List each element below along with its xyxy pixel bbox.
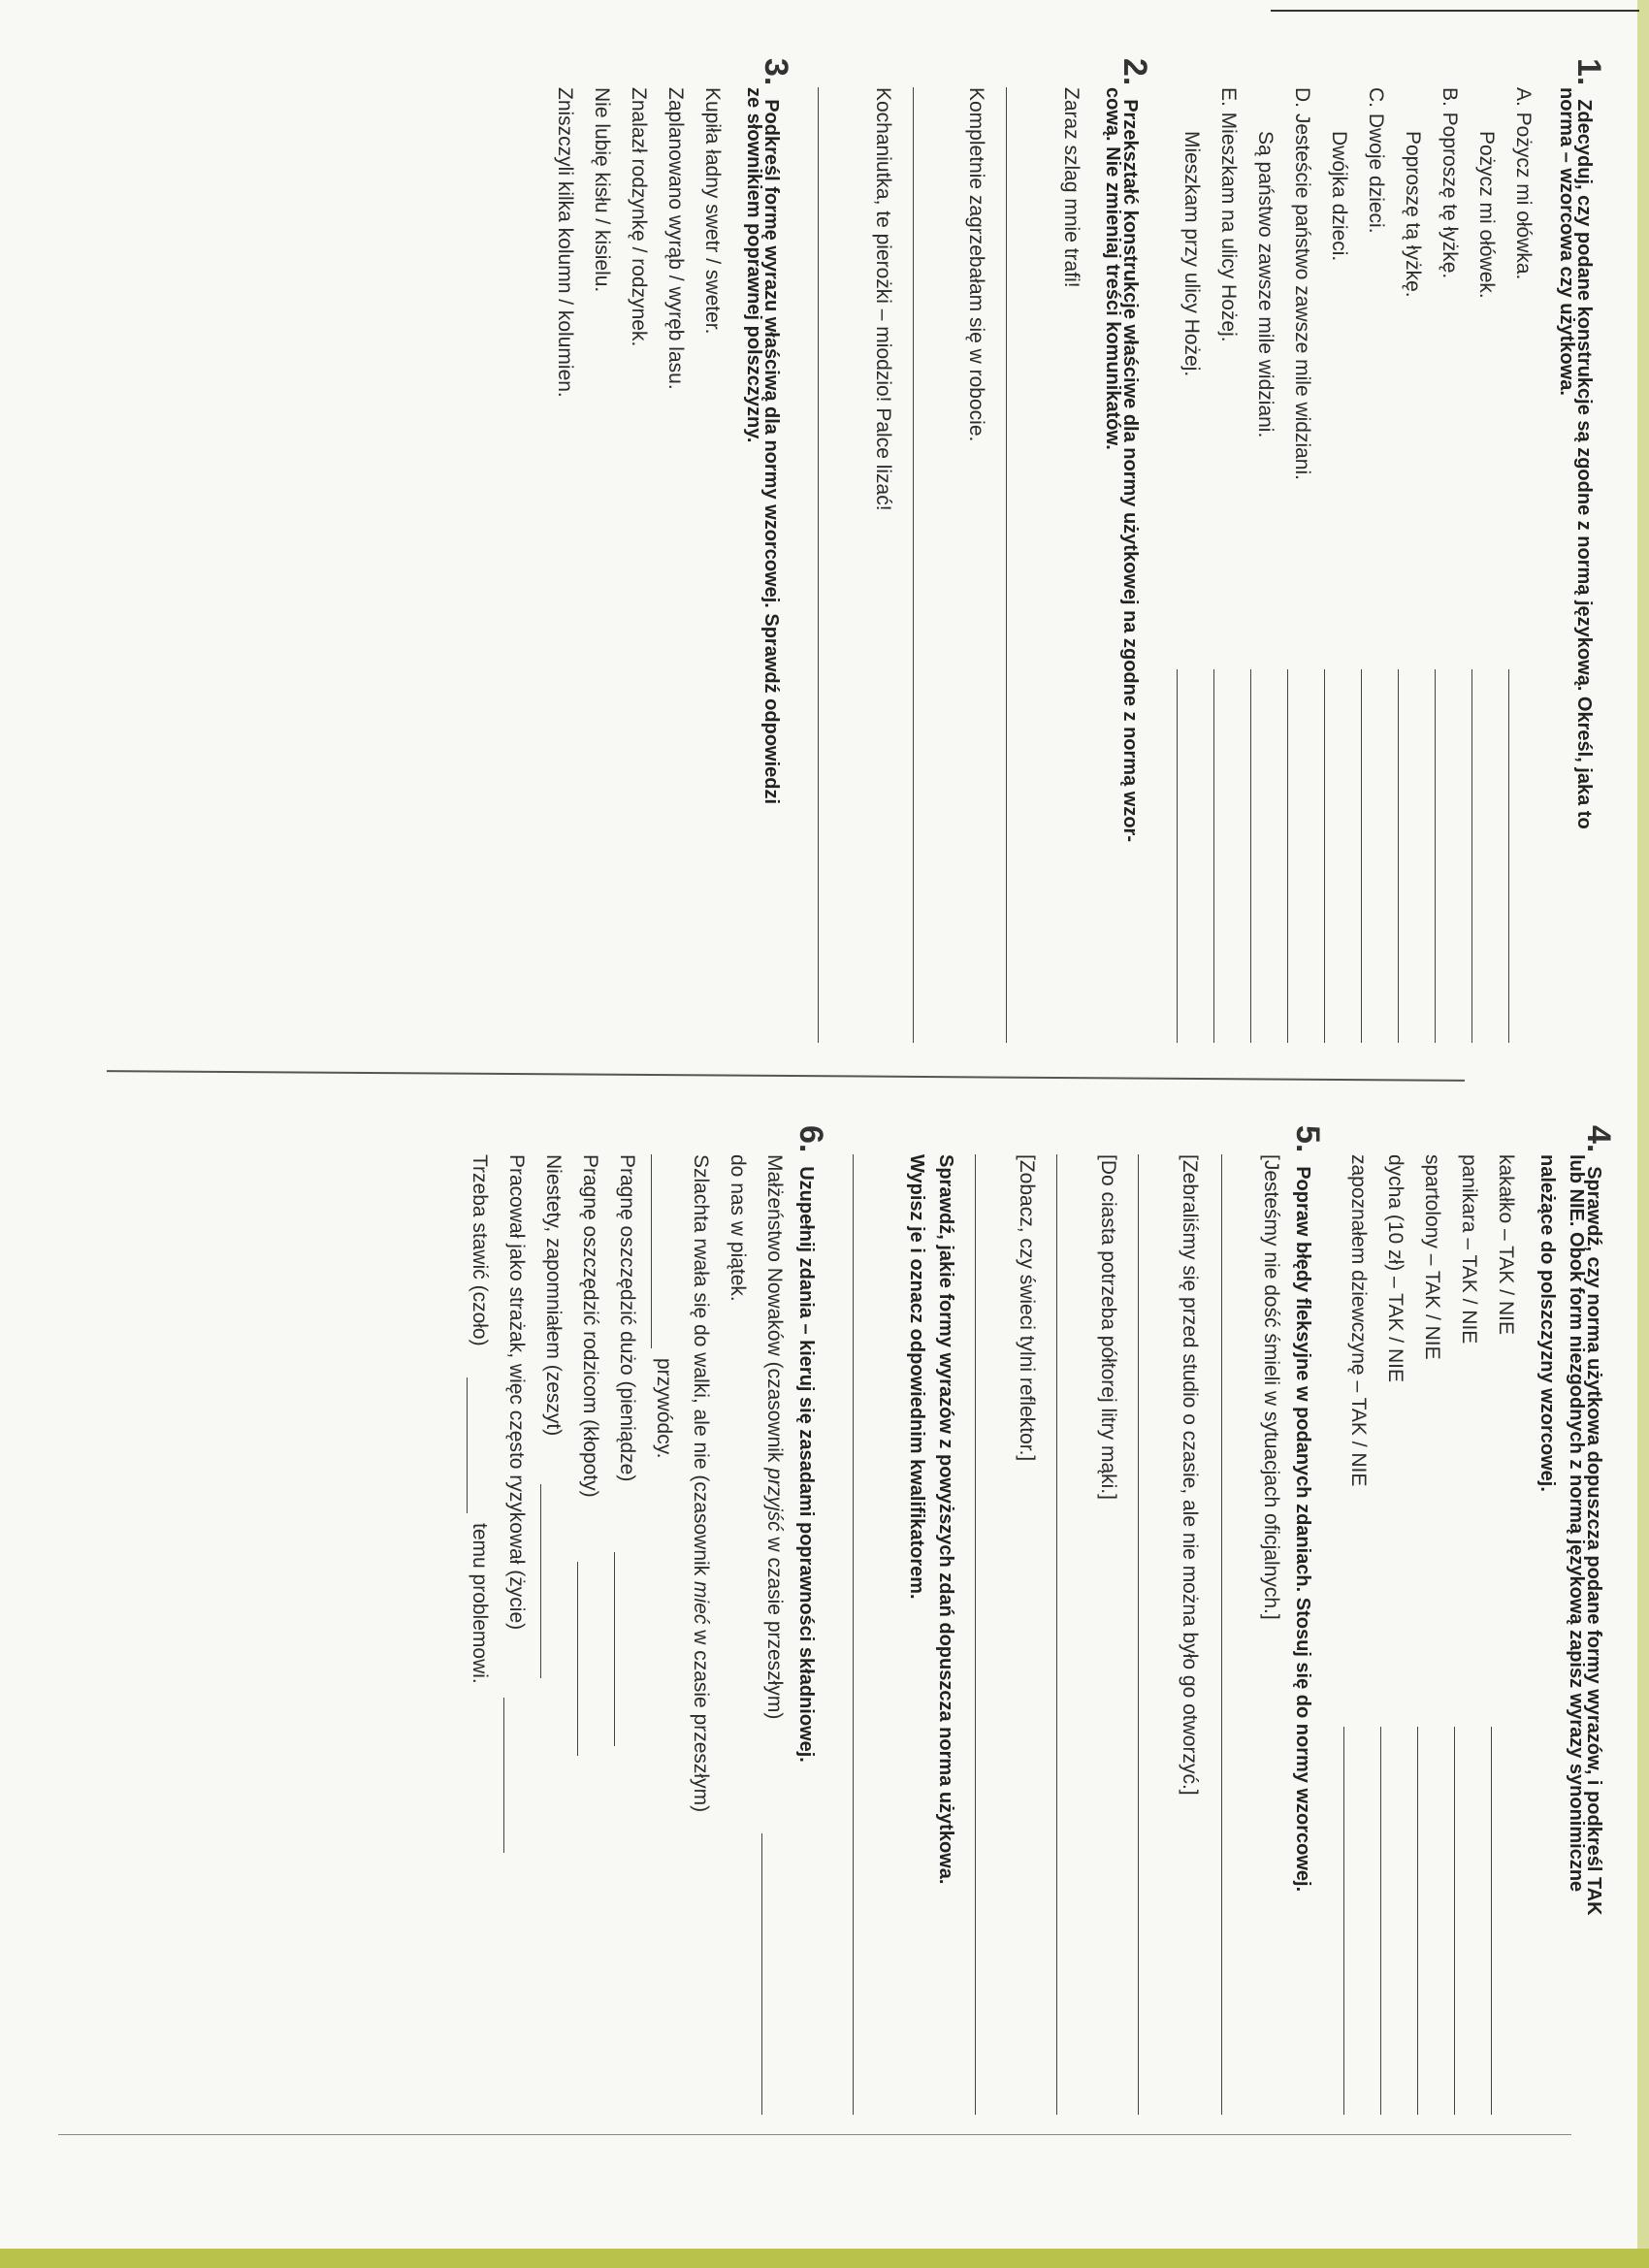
page-edge (1271, 10, 1639, 12)
task-4-item: zapoznałem dziewczynę – TAK / NIE (1347, 1154, 1370, 1487)
answer-line[interactable] (1213, 669, 1214, 1043)
task-3-title: 3. Podkreśl formę wyrazu właściwą dla normy wzorcowej. Sprawdź odpowiedzi (758, 58, 794, 805)
task-3-item: Zniszczyli kilka kolumn / kolumien. (554, 87, 576, 398)
task-1-item: Dwójka dzieci. (1328, 131, 1350, 262)
task-6-sentence: do nas w piątek. (727, 1154, 749, 1302)
task-6-sentence: Małżeństwo Nowaków (czasownik przyjść w czasie przeszłym) (763, 1154, 786, 1720)
task-2-title: 2. Przekształć konstrukcje właściwe dla normy użytkowej na zgodne z normą wzor- (1116, 58, 1153, 842)
answer-line[interactable] (503, 1698, 504, 1853)
answer-line[interactable] (1006, 87, 1007, 1043)
answer-line[interactable] (913, 87, 914, 1043)
answer-line[interactable] (1471, 669, 1472, 1043)
answer-line[interactable] (1435, 669, 1436, 1043)
task-4-item: dycha (10 zł) – TAK / NIE (1384, 1154, 1406, 1382)
task-1-title: 1. Zdecyduj, czy podane konstrukcje są zgodne z normą językową. Określ, jaka to (1570, 58, 1607, 829)
task-1-item: A. Pożycz mi ołówka. (1512, 87, 1535, 280)
page-fold (107, 1070, 1465, 1082)
task-5-item: [Jesteśmy nie dość śmieli w sytuacjach oficjalnych.] (1260, 1154, 1282, 1620)
task-5-item: [Zobacz, czy świeci tylni reflektor.] (1016, 1154, 1038, 1462)
answer-line[interactable] (1250, 669, 1251, 1043)
answer-line[interactable] (1361, 669, 1362, 1043)
task-2-title-cont: cową. Nie zmieniaj treści komunikatów. (1102, 87, 1123, 450)
answer-line[interactable] (1177, 669, 1178, 1043)
answer-line[interactable] (540, 1484, 541, 1678)
task-5-item: [Zebraliśmy się przed studio o czasie, ale nie można było go otworzyć.] (1179, 1154, 1201, 1796)
task-4-item: kakałko – TAK / NIE (1495, 1154, 1517, 1335)
task-5-subtask: Sprawdź, jakie formy wyrazów z powyższych zdań dopuszcza norma użytkowa. (935, 1154, 956, 1885)
task-1-item: Są państwo zawsze mile widziani. (1254, 131, 1277, 438)
task-5-item: [Do ciasta potrzeba półtorej litry mąki.] (1097, 1154, 1119, 1500)
task-4-item: spartolony – TAK / NIE (1421, 1154, 1443, 1360)
task-2-item: Zaraz szlag mnie trafi! (1060, 87, 1083, 288)
task-6-sentence: Niestety, zapomniałem (zeszyt) (542, 1154, 565, 1437)
scan-edge-bottom (0, 2249, 1649, 2268)
answer-line[interactable] (818, 87, 819, 1043)
task-4-title: 4. Sprawdź, czy norma użytkowa dopuszcza podane formy wyrazów, i podkreśl TAK (1580, 1125, 1617, 1916)
task-6-sentence: temu problemowi. (469, 1523, 491, 1684)
right-worksheet-page (48, 1125, 1620, 2134)
answer-line[interactable] (1343, 1727, 1344, 2115)
task-3-item: Nie lubię kisłu / kisielu. (591, 87, 613, 293)
task-number: 5. (1289, 1125, 1326, 1153)
task-number: 3. (758, 58, 794, 86)
answer-line[interactable] (651, 1154, 652, 1348)
task-6-sentence: przywódcy. (653, 1358, 675, 1459)
task-6-sentence: Pragnę oszczędzić dużo (pieniądze) (616, 1154, 638, 1482)
answer-line[interactable] (1398, 669, 1399, 1043)
answer-line[interactable] (1056, 1154, 1057, 2115)
task-5-title: 5. Popraw błędy fleksyjne w podanych zdaniach. Stosuj się do normy wzorcowej. (1289, 1125, 1326, 1893)
answer-line[interactable] (1221, 1154, 1222, 2115)
task-4-title-cont: lub NIE. Obok form niezgodnych z normą językową zapisz wyrazy synonimiczne (1566, 1154, 1587, 1893)
task-6-sentence: Trzeba stawić (czoło) (469, 1154, 491, 1346)
answer-line[interactable] (1454, 1727, 1455, 2115)
task-4-item: panikara – TAK / NIE (1458, 1154, 1480, 1345)
task-3-title-cont: ze słownikiem poprawnej polszczyzny. (743, 87, 764, 443)
task-3-item: Znalazł rodzynkę / rodzynek. (628, 87, 650, 347)
task-1-item: Pożycz mi ołówek. (1475, 131, 1498, 299)
answer-line[interactable] (1508, 669, 1509, 1043)
answer-line[interactable] (1491, 1727, 1492, 2115)
left-worksheet-page (97, 58, 1610, 1067)
task-6-title: 6. Uzupełnij zdania – kieruj się zasadami poprawności składniowej. (792, 1125, 829, 1763)
task-1-item: D. Jesteście państwo zawsze mile widziani. (1291, 87, 1313, 480)
task-4-title-cont: należące do polszczyzny wzorcowej. (1536, 1154, 1558, 1492)
task-1-item: Mieszkam przy ulicy Hożej. (1180, 131, 1203, 377)
task-1-item: B. Poproszę tę łyżkę. (1439, 87, 1461, 279)
task-6-sentence: Pragnę oszczędzić rodzicom (kłopoty) (579, 1154, 601, 1498)
task-3-item: Kupiła ładny swetr / sweter. (701, 87, 724, 335)
answer-line[interactable] (975, 1154, 976, 2115)
task-5-subtask-cont: Wypisz je i oznacz odpowiednim kwalifikatorem. (906, 1154, 927, 1600)
task-6-sentence: Pracował jako strażak, więc często ryzykował (życie) (505, 1154, 528, 1631)
scan-edge (1637, 0, 1649, 2268)
task-1-item: C. Dwoje dzieci. (1365, 87, 1387, 234)
answer-line[interactable] (1417, 1727, 1418, 2115)
answer-line[interactable] (1138, 1154, 1139, 2115)
page-edge-bottom (58, 2134, 1571, 2135)
task-6-sentence: Szlachta rwała się do walki, ale nie (czasownik mieć w czasie przeszłym) (690, 1154, 712, 1813)
task-3-item: Zaplanowano wyrąb / wyręb lasu. (664, 87, 687, 390)
task-2-item: Kochaniutka, te pierożki – miodzio! Palce lizać! (872, 87, 894, 511)
answer-line[interactable] (853, 1154, 854, 2115)
task-number: 2. (1116, 58, 1153, 86)
answer-line[interactable] (614, 1552, 615, 1746)
task-1-title-cont: norma – wzorcowa czy użytkowa. (1556, 87, 1577, 396)
answer-line[interactable] (1324, 669, 1325, 1043)
task-1-item: E. Mieszkam na ulicy Hożej. (1217, 87, 1240, 342)
task-1-item: Poproszę tą łyżkę. (1402, 131, 1424, 298)
task-number: 4. (1580, 1125, 1617, 1153)
answer-line[interactable] (467, 1377, 468, 1513)
answer-line[interactable] (761, 1833, 762, 2115)
task-number: 6. (792, 1125, 829, 1153)
task-number: 1. (1570, 58, 1607, 86)
answer-line[interactable] (1287, 669, 1288, 1043)
answer-line[interactable] (1380, 1727, 1381, 2115)
answer-line[interactable] (577, 1562, 578, 1756)
task-2-item: Kompletnie zagrzebałam się w robocie. (965, 87, 987, 442)
